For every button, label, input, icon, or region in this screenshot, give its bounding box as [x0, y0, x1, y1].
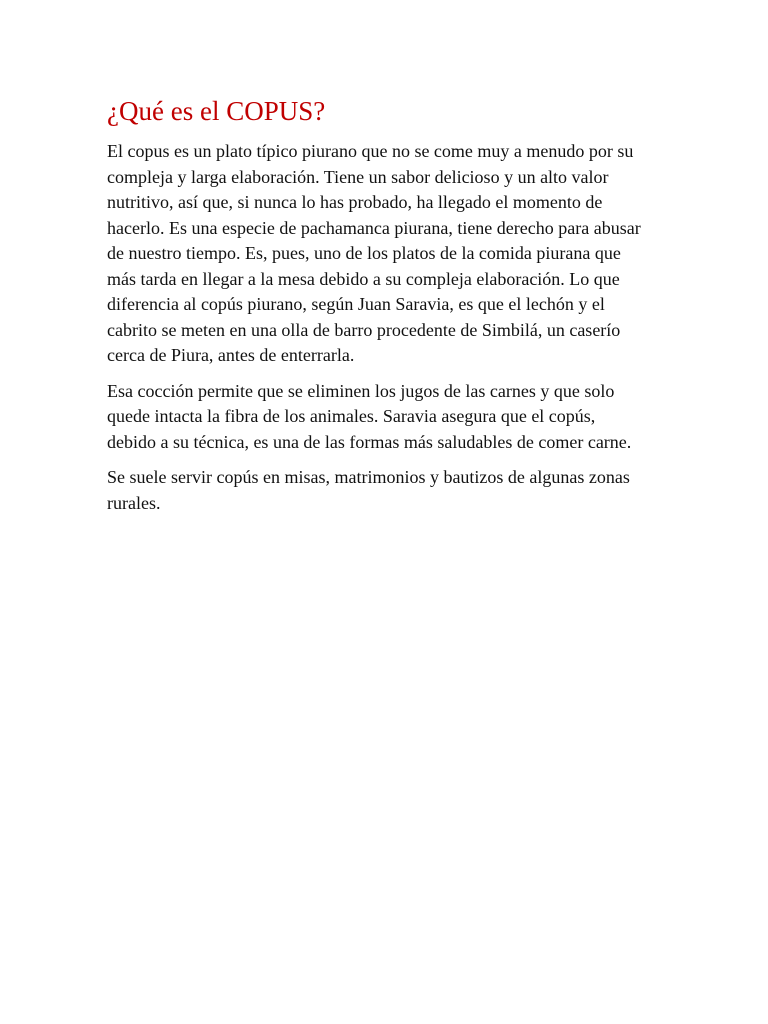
- paragraph-2: Esa cocción permite que se eliminen los jugos de las carnes y que solo quede intacta la fibra de los animales. Saravia asegura que el copús, debido a su técnica, es una de las formas más saludables de comer carne.: [107, 380, 632, 452]
- document-page: [107, 94, 647, 526]
- paragraph-1: El copus es un plato típico piurano que no se come muy a menudo por su compleja y larga elaboración. Tiene un sabor delicioso y un alto valor nutritivo, así que, si nunca lo has probado, ha llegado el momento de hacerlo. Es una especie de pachamanca piurana, tiene derecho para abusar de nuestro tiempo. Es, pues, uno de los platos de la comida piurana que más tarda en llegar a la mesa debido a su compleja elaboración. Lo que diferencia al copús piurano, según Juan Saravia, es que el lechón y el cabrito se meten en una olla de barro procedente de Simbilá, un caserío cerca de Piura, antes de enterrarla.: [107, 141, 641, 365]
- paragraph-3: Se suele servir copús en misas, matrimonios y bautizos de algunas zonas rurales.: [107, 467, 630, 513]
- document-title: ¿Qué es el COPUS?: [107, 96, 326, 126]
